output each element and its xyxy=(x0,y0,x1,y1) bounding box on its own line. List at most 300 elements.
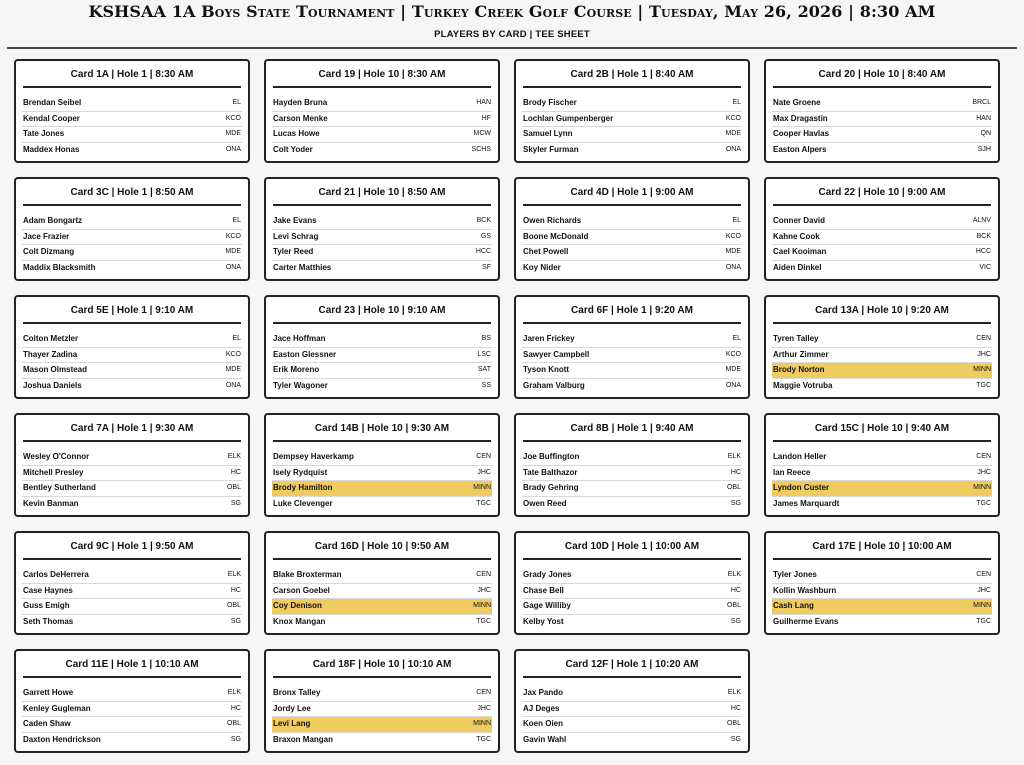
player-row xyxy=(522,702,742,718)
player-name: Owen Richards xyxy=(523,216,582,225)
tee-card xyxy=(514,177,750,281)
player-row xyxy=(522,584,742,600)
player-school: SG xyxy=(730,735,741,743)
player-row xyxy=(272,127,492,143)
player-school: KCO xyxy=(725,350,741,358)
player-name: Grady Jones xyxy=(523,570,572,579)
tee-card xyxy=(764,295,1000,399)
player-row xyxy=(272,112,492,128)
player-name: Tyson Knott xyxy=(523,365,570,374)
card-title: Card 20 | Hole 10 | 8:40 AM xyxy=(773,68,991,88)
player-school: BCK xyxy=(976,232,991,240)
player-school: SAT xyxy=(477,366,491,373)
card-title: Card 1A | Hole 1 | 8:30 AM xyxy=(23,68,241,88)
player-name: Arthur Zimmer xyxy=(773,349,829,359)
player-school: ONA xyxy=(725,263,741,271)
player-row-highlighted xyxy=(772,363,992,379)
player-school: TGC xyxy=(476,617,491,625)
card-title: Card 2B | Hole 1 | 8:40 AM xyxy=(523,68,741,88)
card-title: Card 4D | Hole 1 | 9:00 AM xyxy=(523,186,741,206)
player-school: QN xyxy=(980,130,991,137)
player-row xyxy=(522,379,742,394)
player-row xyxy=(522,599,742,615)
player-school: SCHS xyxy=(471,145,491,153)
player-name: Koy Nider xyxy=(523,262,561,272)
player-row xyxy=(272,245,492,261)
player-row xyxy=(22,733,242,748)
player-school: EL xyxy=(232,335,241,342)
player-name: Landon Heller xyxy=(773,452,827,461)
player-school: KCO xyxy=(725,232,741,240)
card-title: Card 18F | Hole 10 | 10:10 AM xyxy=(273,658,491,678)
player-row xyxy=(22,143,242,158)
player-school: MINN xyxy=(473,484,491,491)
page-title: KSHSAA 1A Boys State Tournament | Turkey Creek Golf Course | Tuesday, May 26, 2026 | 8:30 AM xyxy=(88,2,936,21)
player-name: Skyler Furman xyxy=(523,144,579,154)
player-name: Tyler Reed xyxy=(273,247,314,256)
player-school: OBL xyxy=(226,484,241,491)
player-school: JHC xyxy=(977,350,991,358)
player-row xyxy=(272,615,492,630)
tee-card xyxy=(264,649,500,753)
player-school: MINN xyxy=(973,484,991,491)
player-row xyxy=(772,348,992,364)
player-name: Kelby Yost xyxy=(523,616,564,626)
player-row xyxy=(22,261,242,276)
player-name: Coy Denison xyxy=(273,601,322,610)
tee-card xyxy=(14,177,250,281)
player-school: JHC xyxy=(977,468,991,476)
player-school: MDE xyxy=(225,248,241,255)
player-name: Jax Pando xyxy=(523,688,564,697)
tee-card xyxy=(764,531,1000,635)
player-row xyxy=(272,568,492,584)
player-school: OBL xyxy=(726,484,741,491)
player-row-highlighted xyxy=(772,481,992,497)
player-school: ALNV xyxy=(972,217,991,224)
card-title: Card 7A | Hole 1 | 9:30 AM xyxy=(23,422,241,442)
player-name: Cael Kooiman xyxy=(773,247,827,256)
player-row xyxy=(22,450,242,466)
player-school: MDE xyxy=(725,248,741,255)
player-row xyxy=(772,245,992,261)
card-grid xyxy=(14,59,1000,753)
player-row xyxy=(272,230,492,246)
player-school: KCO xyxy=(725,114,741,122)
player-name: Tyren Talley xyxy=(773,334,819,343)
player-school: SJH xyxy=(977,145,991,153)
player-row xyxy=(272,332,492,348)
player-name: Joshua Daniels xyxy=(23,380,82,390)
player-name: Dempsey Haverkamp xyxy=(273,452,354,461)
player-school: TGC xyxy=(976,381,991,389)
player-row xyxy=(522,481,742,497)
player-name: Samuel Lynn xyxy=(523,129,573,138)
player-school: MINN xyxy=(973,602,991,609)
player-school: ELK xyxy=(727,453,741,460)
player-school: MINN xyxy=(473,602,491,609)
player-school: SG xyxy=(730,499,741,507)
player-row xyxy=(22,615,242,630)
player-row-highlighted xyxy=(272,481,492,497)
player-name: Jace Frazier xyxy=(23,231,70,241)
player-name: Hayden Bruna xyxy=(273,98,328,107)
player-row xyxy=(272,733,492,748)
player-name: Maddex Honas xyxy=(23,144,80,154)
card-title: Card 6F | Hole 1 | 9:20 AM xyxy=(523,304,741,324)
player-name: Brody Fischer xyxy=(523,98,577,107)
player-name: Carlos DeHerrera xyxy=(23,570,89,579)
player-school: HC xyxy=(230,586,241,594)
player-row xyxy=(522,466,742,482)
player-school: CEN xyxy=(976,453,991,460)
player-row xyxy=(272,450,492,466)
player-name: Max Dragastin xyxy=(773,113,828,123)
player-name: Erik Moreno xyxy=(273,365,320,374)
player-name: Mitchell Presley xyxy=(23,467,84,477)
player-row-highlighted xyxy=(772,599,992,615)
player-name: Thayer Zadina xyxy=(23,349,78,359)
player-school: LSC xyxy=(477,350,491,358)
player-name: Luke Clevenger xyxy=(273,498,333,508)
player-row xyxy=(272,686,492,702)
tee-card xyxy=(514,649,750,753)
player-name: Graham Valburg xyxy=(523,380,585,390)
page-subtitle: PLAYERS BY CARD | TEE SHEET xyxy=(434,29,590,40)
player-school: ONA xyxy=(225,145,241,153)
player-name: Seth Thomas xyxy=(23,616,74,626)
card-title: Card 23 | Hole 10 | 9:10 AM xyxy=(273,304,491,324)
player-row xyxy=(522,497,742,512)
player-name: Cooper Havlas xyxy=(773,129,830,138)
player-school: HC xyxy=(730,704,741,712)
tee-card xyxy=(14,649,250,753)
player-school: MDE xyxy=(225,130,241,137)
player-school: HCC xyxy=(475,248,491,255)
player-name: Jake Evans xyxy=(273,216,317,225)
player-school: GS xyxy=(480,232,491,240)
player-row xyxy=(22,230,242,246)
player-row xyxy=(22,481,242,497)
page-header xyxy=(0,0,1024,49)
player-school: EL xyxy=(732,335,741,342)
player-row xyxy=(772,497,992,512)
player-school: MCW xyxy=(473,130,491,137)
player-name: Jordy Lee xyxy=(273,703,311,713)
player-school: ONA xyxy=(725,381,741,389)
player-name: Maggie Votruba xyxy=(773,380,833,390)
player-row xyxy=(22,686,242,702)
player-school: BS xyxy=(481,335,491,342)
player-name: James Marquardt xyxy=(773,498,840,508)
player-name: Boone McDonald xyxy=(523,231,589,241)
tee-card xyxy=(514,295,750,399)
player-name: Levi Lang xyxy=(273,719,311,728)
player-row xyxy=(22,497,242,512)
player-name: Case Haynes xyxy=(23,585,73,595)
tee-card xyxy=(764,59,1000,163)
player-name: Knox Mangan xyxy=(273,616,326,626)
player-school: HC xyxy=(730,586,741,594)
player-name: Tyler Wagoner xyxy=(273,380,328,390)
player-school: EL xyxy=(732,217,741,224)
tee-card xyxy=(514,413,750,517)
player-school: HAN xyxy=(976,114,991,122)
player-school: KCO xyxy=(225,350,241,358)
player-name: Nate Groene xyxy=(773,98,821,107)
card-title: Card 16D | Hole 10 | 9:50 AM xyxy=(273,540,491,560)
player-row xyxy=(522,96,742,112)
player-school: JHC xyxy=(977,586,991,594)
player-name: Kendal Cooper xyxy=(23,113,80,123)
player-name: Cash Lang xyxy=(773,601,814,610)
tee-card xyxy=(264,531,500,635)
tee-card xyxy=(14,413,250,517)
card-title: Card 14B | Hole 10 | 9:30 AM xyxy=(273,422,491,442)
player-row xyxy=(22,363,242,379)
player-name: Joe Buffington xyxy=(523,452,580,461)
player-row xyxy=(272,143,492,158)
tee-card xyxy=(514,531,750,635)
player-school: ELK xyxy=(227,571,241,578)
player-row xyxy=(272,584,492,600)
player-name: Brody Norton xyxy=(773,365,825,374)
player-row xyxy=(22,332,242,348)
player-row xyxy=(522,143,742,158)
player-name: Easton Glessner xyxy=(273,349,337,359)
player-row-highlighted xyxy=(272,717,492,733)
card-title: Card 19 | Hole 10 | 8:30 AM xyxy=(273,68,491,88)
player-name: Wesley O'Connor xyxy=(23,452,90,461)
player-school: KCO xyxy=(225,114,241,122)
player-row xyxy=(772,332,992,348)
player-school: BRCL xyxy=(972,99,991,106)
player-school: JHC xyxy=(477,704,491,712)
player-name: Bronx Talley xyxy=(273,688,321,697)
player-name: Tate Jones xyxy=(23,129,65,138)
card-title: Card 10D | Hole 1 | 10:00 AM xyxy=(523,540,741,560)
player-name: Lyndon Custer xyxy=(773,483,830,492)
player-row xyxy=(522,733,742,748)
card-title: Card 5E | Hole 1 | 9:10 AM xyxy=(23,304,241,324)
card-title: Card 13A | Hole 10 | 9:20 AM xyxy=(773,304,991,324)
player-school: OBL xyxy=(726,602,741,609)
player-school: HCC xyxy=(975,248,991,255)
tee-card xyxy=(514,59,750,163)
player-name: Levi Schrag xyxy=(273,231,319,241)
player-school: EL xyxy=(232,99,241,106)
player-row xyxy=(522,245,742,261)
player-name: Brody Hamilton xyxy=(273,483,333,492)
player-name: Adam Bongartz xyxy=(23,216,83,225)
player-school: SF xyxy=(482,263,491,271)
player-school: MINN xyxy=(973,366,991,373)
player-school: CEN xyxy=(976,335,991,342)
player-row xyxy=(22,214,242,230)
player-row xyxy=(772,379,992,394)
player-school: CEN xyxy=(476,571,491,578)
player-row xyxy=(22,599,242,615)
player-row xyxy=(272,261,492,276)
player-name: Sawyer Campbell xyxy=(523,349,590,359)
player-row xyxy=(772,143,992,158)
player-name: Lochlan Gumpenberger xyxy=(523,113,614,123)
player-school: JHC xyxy=(477,586,491,594)
player-row xyxy=(22,348,242,364)
player-row xyxy=(522,686,742,702)
player-name: Jace Hoffman xyxy=(273,334,326,343)
player-row xyxy=(22,127,242,143)
card-title: Card 21 | Hole 10 | 8:50 AM xyxy=(273,186,491,206)
player-name: Kenley Gugleman xyxy=(23,703,91,713)
player-row xyxy=(772,127,992,143)
player-school: HF xyxy=(481,114,491,122)
player-school: TGC xyxy=(476,735,491,743)
player-name: Kevin Banman xyxy=(23,498,79,508)
player-name: Blake Broxterman xyxy=(273,570,342,579)
player-school: HC xyxy=(230,468,241,476)
player-row xyxy=(522,332,742,348)
card-title: Card 15C | Hole 10 | 9:40 AM xyxy=(773,422,991,442)
tee-card xyxy=(264,413,500,517)
player-row xyxy=(22,717,242,733)
player-school: OBL xyxy=(226,602,241,609)
player-row xyxy=(522,348,742,364)
player-school: ONA xyxy=(225,381,241,389)
player-row xyxy=(522,363,742,379)
player-school: SG xyxy=(230,735,241,743)
player-school: MDE xyxy=(725,130,741,137)
player-name: Tyler Jones xyxy=(773,570,817,579)
player-name: Mason Olmstead xyxy=(23,365,88,374)
card-title: Card 22 | Hole 10 | 9:00 AM xyxy=(773,186,991,206)
player-name: Ian Reece xyxy=(773,467,811,477)
player-name: Lucas Howe xyxy=(273,129,320,138)
player-row xyxy=(772,214,992,230)
player-row xyxy=(522,112,742,128)
header-divider xyxy=(7,47,1017,49)
player-name: Easton Alpers xyxy=(773,144,827,154)
player-name: Colton Metzler xyxy=(23,334,79,343)
player-row xyxy=(522,127,742,143)
player-name: Caden Shaw xyxy=(23,719,71,728)
player-name: Jaren Frickey xyxy=(523,334,575,343)
tee-card xyxy=(264,295,500,399)
player-name: Guilherme Evans xyxy=(773,616,839,626)
player-school: VIC xyxy=(979,263,991,271)
player-row xyxy=(772,261,992,276)
player-school: BCK xyxy=(476,217,491,224)
player-name: Bentley Sutherland xyxy=(23,483,96,492)
player-row xyxy=(772,466,992,482)
player-school: TGC xyxy=(976,499,991,507)
player-row xyxy=(272,379,492,394)
player-row xyxy=(22,584,242,600)
player-row xyxy=(272,96,492,112)
player-name: Koen Oien xyxy=(523,719,564,728)
player-name: Carson Menke xyxy=(273,113,328,123)
player-school: TGC xyxy=(476,499,491,507)
player-school: MINN xyxy=(473,720,491,727)
player-row xyxy=(772,112,992,128)
tee-card xyxy=(764,177,1000,281)
player-row xyxy=(522,568,742,584)
player-name: Colt Yoder xyxy=(273,144,313,154)
player-school: HC xyxy=(730,468,741,476)
player-row-highlighted xyxy=(272,599,492,615)
player-name: Braxon Mangan xyxy=(273,734,334,744)
player-school: SS xyxy=(481,381,491,389)
player-school: CEN xyxy=(476,689,491,696)
player-name: Chase Bell xyxy=(523,585,564,595)
player-school: TGC xyxy=(976,617,991,625)
player-name: Brady Gehring xyxy=(523,483,579,492)
player-name: Brendan Seibel xyxy=(23,98,82,107)
player-school: HC xyxy=(230,704,241,712)
player-row xyxy=(772,96,992,112)
tee-card xyxy=(14,295,250,399)
player-row xyxy=(272,214,492,230)
player-name: Daxton Hendrickson xyxy=(23,734,101,744)
player-school: EL xyxy=(232,217,241,224)
player-row xyxy=(22,112,242,128)
card-title: Card 12F | Hole 1 | 10:20 AM xyxy=(523,658,741,678)
player-school: JHC xyxy=(477,468,491,476)
player-row xyxy=(22,702,242,718)
player-name: Aiden Dinkel xyxy=(773,262,822,272)
player-row xyxy=(522,261,742,276)
player-school: MDE xyxy=(725,366,741,373)
player-school: OBL xyxy=(726,720,741,727)
player-name: Chet Powell xyxy=(523,247,569,256)
player-name: Guss Emigh xyxy=(23,601,70,610)
card-title: Card 11E | Hole 1 | 10:10 AM xyxy=(23,658,241,678)
player-row xyxy=(272,363,492,379)
tee-card xyxy=(264,177,500,281)
player-name: Kahne Cook xyxy=(773,231,820,241)
player-name: Conner David xyxy=(773,216,826,225)
player-row xyxy=(522,230,742,246)
card-title: Card 3C | Hole 1 | 8:50 AM xyxy=(23,186,241,206)
player-school: HAN xyxy=(476,99,491,106)
card-title: Card 9C | Hole 1 | 9:50 AM xyxy=(23,540,241,560)
player-name: Kollin Washburn xyxy=(773,585,837,595)
player-school: CEN xyxy=(476,453,491,460)
player-name: Garrett Howe xyxy=(23,688,74,697)
player-school: SG xyxy=(230,617,241,625)
player-row xyxy=(22,245,242,261)
player-school: ELK xyxy=(227,689,241,696)
tee-card xyxy=(14,531,250,635)
card-title: Card 17E | Hole 10 | 10:00 AM xyxy=(773,540,991,560)
player-row xyxy=(22,568,242,584)
player-name: Tate Balthazor xyxy=(523,467,578,477)
player-row xyxy=(772,584,992,600)
player-school: KCO xyxy=(225,232,241,240)
player-name: Gavin Wahl xyxy=(523,734,567,744)
player-name: Maddix Blacksmith xyxy=(23,262,96,272)
player-row xyxy=(272,466,492,482)
player-school: ONA xyxy=(225,263,241,271)
tee-card xyxy=(264,59,500,163)
player-row xyxy=(522,717,742,733)
player-school: ELK xyxy=(727,571,741,578)
player-name: Isely Rydquist xyxy=(273,467,328,477)
player-row xyxy=(772,568,992,584)
player-row xyxy=(772,615,992,630)
player-row xyxy=(22,466,242,482)
player-row xyxy=(522,615,742,630)
